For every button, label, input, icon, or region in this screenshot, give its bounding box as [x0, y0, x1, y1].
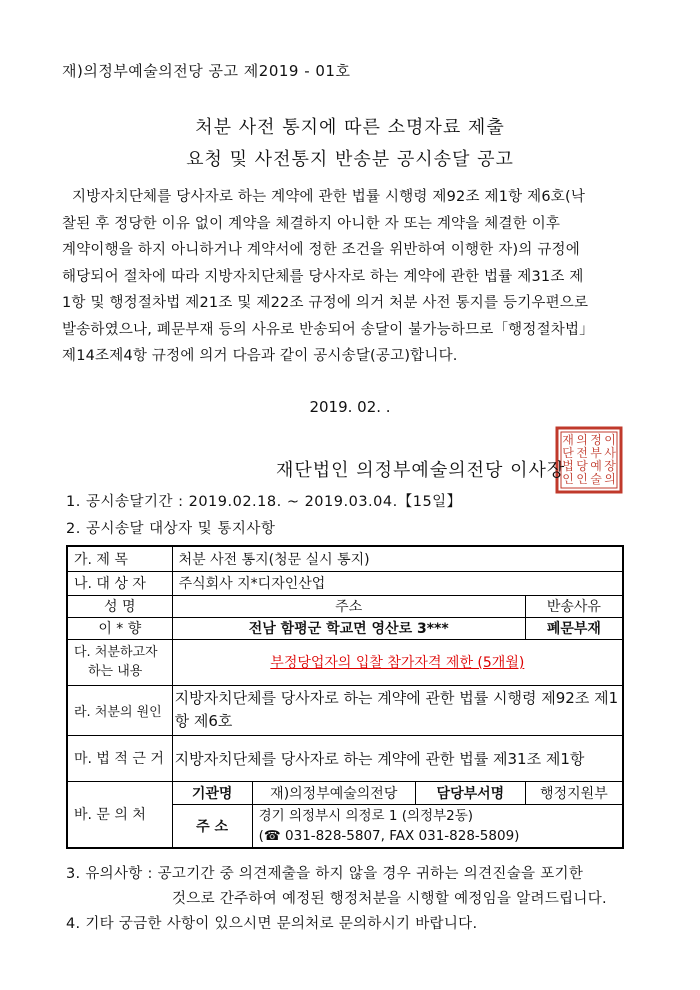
cause-value: 지방자치단체를 당사자로 하는 계약에 관한 법률 시행령 제92조 제1항 제6호	[172, 685, 623, 735]
title-line-1: 처분 사전 통지에 따른 소명자료 제출	[195, 117, 505, 138]
seal-char: 사	[604, 446, 616, 460]
seal-char: 장	[604, 459, 616, 473]
dept-label: 담당부서명	[415, 781, 525, 804]
reason-value: 폐문부재	[525, 617, 623, 639]
cause-label: 라. 처분의 원인	[67, 685, 172, 735]
seal-char: 술	[590, 472, 602, 486]
seal-char: 예	[590, 459, 602, 473]
notice-date: 2019. 02. .	[309, 398, 391, 416]
item-target: 2. 공시송달 대상자 및 통지사항	[66, 521, 276, 537]
body-line: 찰된 후 정당한 이유 없이 계약을 체결하지 아니한 자 또는 계약을 체결한 이후	[62, 215, 561, 232]
reason-header: 반송사유	[525, 595, 623, 617]
title-line-2: 요청 및 사전통지 반송분 공시송달 공고	[186, 149, 514, 170]
body-line: 발송하였으나, 폐문부재 등의 사유로 반송되어 송달이 불가능하므로「행정절차법」	[62, 321, 594, 338]
seal-char: 당	[576, 459, 588, 473]
body-line: 지방자치단체를 당사자로 하는 계약에 관한 법률 시행령 제92조 제1항 제6호(낙	[72, 189, 586, 205]
dept-value: 행정지원부	[525, 781, 623, 804]
seal-char: 부	[590, 446, 602, 460]
item-caution-cont: 것으로 간주하여 예정된 행정처분을 시행할 예정임을 알려드립니다.	[172, 891, 607, 907]
name-header: 성 명	[67, 595, 172, 617]
contact-label: 바. 문 의 처	[67, 781, 172, 848]
seal-char: 단	[562, 446, 574, 460]
name-value: 이 * 향	[67, 617, 172, 639]
disposal-label-line: 하는 내용	[88, 664, 143, 679]
target-label: 나. 대 상 자	[67, 571, 172, 595]
body-line: 계약이행을 하지 아니하거나 계약서에 정한 조건을 위반하여 이행한 자)의 규정에	[62, 242, 580, 258]
item-caution: 3. 유의사항 : 공고기간 중 의견제출을 하지 않을 경우 귀하는 의견진술을 포기한	[66, 866, 584, 882]
addr-line: 경기 의정부시 의정로 1 (의정부2동)	[258, 807, 474, 824]
notice-number: 재)의정부예술의전당 공고 제2019 - 01호	[62, 62, 351, 80]
seal-char: 법	[562, 459, 574, 473]
notice-table	[66, 545, 624, 849]
body-line: 1항 및 행정절차법 제21조 및 제22조 규정에 의거 처분 사전 통지를 등기우편으로	[62, 295, 589, 311]
address-value: 전남 함평군 학교면 영산로 3***	[172, 617, 525, 639]
seal-char: 재	[562, 433, 574, 447]
disposal-label	[67, 639, 172, 685]
addr-label: 주 소	[172, 804, 252, 848]
addr-phone: (☎ 031-828-5807, FAX 031-828-5809)	[258, 827, 520, 844]
seal-char: 정	[590, 433, 602, 447]
disposal-value	[172, 639, 623, 685]
disposal-label-line: 다. 처분하고자	[74, 645, 158, 660]
seal-char: 전	[576, 446, 588, 460]
seal-char: 인	[576, 472, 588, 486]
item-inquiry: 4. 기타 궁금한 사항이 있으시면 문의처로 문의하시기 바랍니다.	[66, 916, 478, 932]
issuer-name: 재단법인 의정부예술의전당 이사장	[276, 460, 566, 481]
address-header: 주소	[172, 595, 525, 617]
body-text	[62, 184, 634, 370]
item-period: 1. 공시송달기간 : 2019.02.18. ~ 2019.03.04.【15일】	[66, 494, 462, 510]
seal-char: 의	[576, 433, 588, 447]
subject-label: 가. 제 목	[67, 546, 172, 571]
law-label: 마. 법 적 근 거	[67, 735, 172, 781]
subject-value: 처분 사전 통지(청문 실시 통지)	[172, 546, 623, 571]
target-value: 주식회사 지*디자인산업	[172, 571, 623, 595]
agency-label: 기관명	[172, 781, 252, 804]
agency-value: 재)의정부예술의전당	[252, 781, 415, 804]
body-line: 제14조제4항 규정에 의거 다음과 같이 공시송달(공고)합니다.	[62, 348, 458, 364]
seal-char: 의	[604, 472, 616, 486]
body-line: 해당되어 절차에 따라 지방자치단체를 당사자로 하는 계약에 관한 법률 제31조 제	[62, 268, 584, 285]
seal-char: 이	[604, 433, 616, 447]
seal-char: 인	[562, 472, 574, 486]
addr-value	[252, 804, 623, 848]
law-value: 지방자치단체를 당사자로 하는 계약에 관한 법률 제31조 제1항	[172, 735, 623, 781]
disposal-value-text: 부정당업자의 입찰 참가자격 제한 (5개월)	[270, 655, 525, 671]
